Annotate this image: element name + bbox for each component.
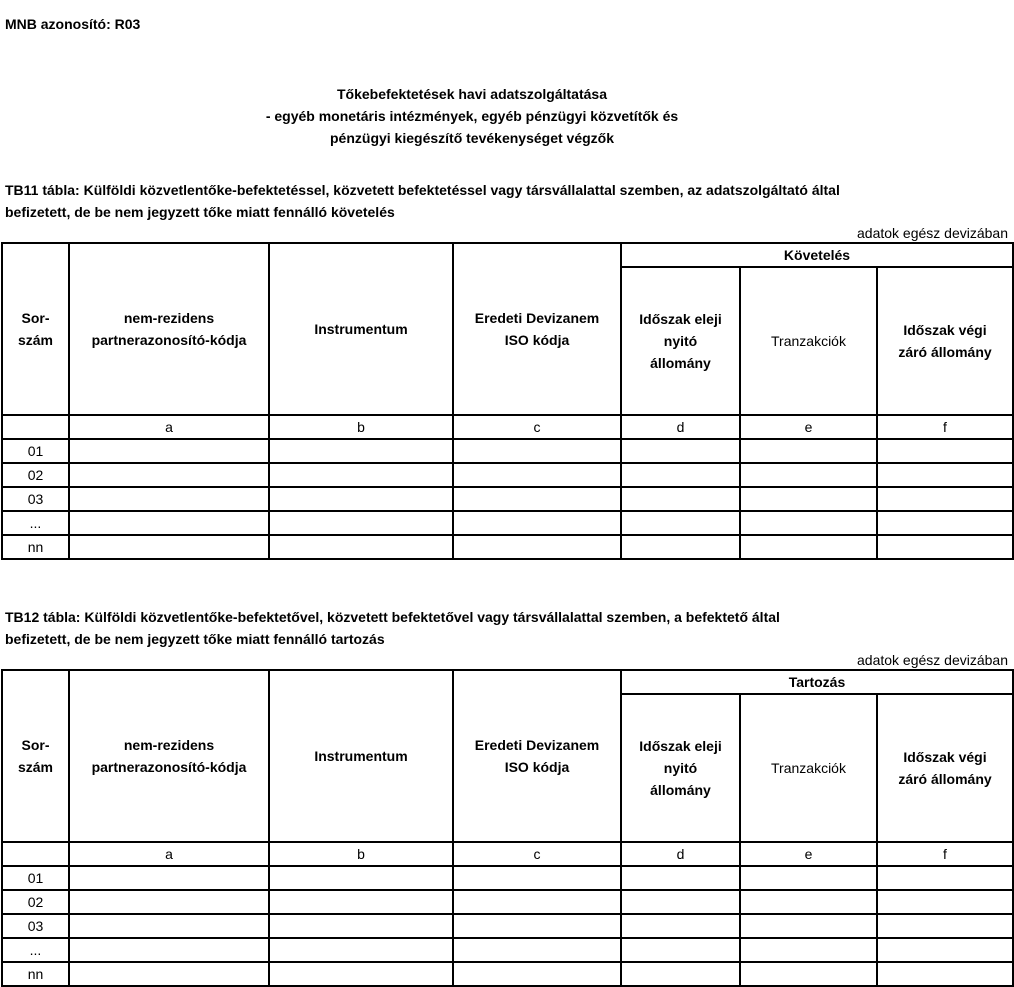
row-number-cell: 03	[2, 914, 69, 938]
caption-line-1: TB12 tábla: Külföldi közvetlentőke-befektetővel, közvetett befektetővel vagy társvállalattal szemben, a befektető által	[5, 609, 780, 625]
data-cell[interactable]	[269, 487, 453, 511]
letter-cell: c	[453, 842, 621, 866]
header-partner-id: nem-rezidens partnerazonosító-kódja	[69, 670, 269, 842]
header-partner-id: nem-rezidens partnerazonosító-kódja	[69, 243, 269, 415]
data-cell[interactable]	[453, 866, 621, 890]
header-opening-stock: Időszak eleji nyitó állomány	[621, 267, 740, 415]
table-row	[2, 962, 1013, 986]
data-cell[interactable]	[269, 463, 453, 487]
row-number-cell: ...	[2, 938, 69, 962]
table-row	[2, 463, 1013, 487]
column-letter-row	[2, 842, 1013, 866]
header-instrument: Instrumentum	[269, 670, 453, 842]
data-cell[interactable]	[269, 938, 453, 962]
table-row	[2, 890, 1013, 914]
data-cell[interactable]	[877, 487, 1013, 511]
letter-cell: b	[269, 415, 453, 439]
data-cell[interactable]	[740, 439, 877, 463]
data-cell[interactable]	[69, 511, 269, 535]
page-title	[0, 83, 944, 149]
data-cell[interactable]	[877, 511, 1013, 535]
mnb-identifier: MNB azonosító: R03	[5, 16, 141, 32]
data-cell[interactable]	[877, 866, 1013, 890]
data-cell[interactable]	[69, 938, 269, 962]
table-caption-tb11	[5, 179, 1010, 223]
data-cell[interactable]	[740, 938, 877, 962]
unit-note-tb12: adatok egész devizában	[857, 652, 1008, 668]
data-cell[interactable]	[621, 487, 740, 511]
row-number-cell: ...	[2, 511, 69, 535]
data-cell[interactable]	[453, 535, 621, 559]
row-number-cell: 02	[2, 890, 69, 914]
caption-line-1: TB11 tábla: Külföldi közvetlentőke-befektetéssel, közvetett befektetéssel vagy társvállalattal szemben, az adatszolgáltató által	[5, 182, 840, 198]
data-cell[interactable]	[621, 511, 740, 535]
data-cell[interactable]	[740, 535, 877, 559]
data-cell[interactable]	[69, 866, 269, 890]
letter-cell: b	[269, 842, 453, 866]
data-cell[interactable]	[453, 487, 621, 511]
data-cell[interactable]	[740, 463, 877, 487]
title-line-3: pénzügyi kiegészítő tevékenységet végzők	[330, 130, 614, 146]
data-cell[interactable]	[69, 463, 269, 487]
table-row	[2, 914, 1013, 938]
data-cell[interactable]	[69, 439, 269, 463]
data-cell[interactable]	[269, 962, 453, 986]
data-cell[interactable]	[877, 439, 1013, 463]
data-cell[interactable]	[621, 890, 740, 914]
header-group: Követelés	[621, 243, 1013, 267]
data-cell[interactable]	[269, 866, 453, 890]
data-cell[interactable]	[453, 463, 621, 487]
letter-cell-empty	[2, 415, 69, 439]
data-cell[interactable]	[621, 463, 740, 487]
report-table-tb12	[1, 669, 1014, 987]
header-currency-iso: Eredeti Devizanem ISO kódja	[453, 670, 621, 842]
row-number-cell: nn	[2, 962, 69, 986]
row-number-cell: 03	[2, 487, 69, 511]
data-cell[interactable]	[453, 511, 621, 535]
table-row	[2, 487, 1013, 511]
data-cell[interactable]	[740, 511, 877, 535]
table-row	[2, 439, 1013, 463]
data-cell[interactable]	[740, 866, 877, 890]
report-table-tb11	[1, 242, 1014, 560]
column-letter-row	[2, 415, 1013, 439]
header-group: Tartozás	[621, 670, 1013, 694]
data-cell[interactable]	[269, 439, 453, 463]
header-opening-stock: Időszak eleji nyitó állomány	[621, 694, 740, 842]
header-transactions: Tranzakciók	[740, 694, 877, 842]
data-cell[interactable]	[621, 914, 740, 938]
table-row	[2, 535, 1013, 559]
data-cell[interactable]	[269, 535, 453, 559]
data-cell[interactable]	[621, 439, 740, 463]
letter-cell: a	[69, 415, 269, 439]
header-closing-stock: Időszak végi záró állomány	[877, 694, 1013, 842]
title-line-2: - egyéb monetáris intézmények, egyéb pénzügyi közvetítők és	[265, 108, 679, 124]
row-number-cell: 01	[2, 439, 69, 463]
row-number-cell: 01	[2, 866, 69, 890]
data-cell[interactable]	[453, 962, 621, 986]
header-sorszam: Sor- szám	[2, 670, 69, 842]
letter-cell: f	[877, 842, 1013, 866]
table-caption-tb12	[5, 606, 1010, 650]
data-cell[interactable]	[69, 890, 269, 914]
letter-cell: d	[621, 842, 740, 866]
row-number-cell: nn	[2, 535, 69, 559]
data-cell[interactable]	[740, 890, 877, 914]
table-row	[2, 938, 1013, 962]
data-cell[interactable]	[269, 511, 453, 535]
data-cell[interactable]	[621, 866, 740, 890]
header-transactions: Tranzakciók	[740, 267, 877, 415]
title-line-1: Tőkebefektetések havi adatszolgáltatása	[336, 86, 607, 102]
header-closing-stock: Időszak végi záró állomány	[877, 267, 1013, 415]
letter-cell: d	[621, 415, 740, 439]
data-cell[interactable]	[269, 914, 453, 938]
data-cell[interactable]	[877, 962, 1013, 986]
data-cell[interactable]	[69, 914, 269, 938]
table-row	[2, 866, 1013, 890]
data-cell[interactable]	[621, 938, 740, 962]
data-cell[interactable]	[740, 914, 877, 938]
letter-cell: c	[453, 415, 621, 439]
data-cell[interactable]	[877, 890, 1013, 914]
table-row	[2, 511, 1013, 535]
data-cell[interactable]	[877, 535, 1013, 559]
data-cell[interactable]	[877, 938, 1013, 962]
data-cell[interactable]	[740, 487, 877, 511]
data-cell[interactable]	[453, 914, 621, 938]
data-cell[interactable]	[269, 890, 453, 914]
data-cell[interactable]	[69, 487, 269, 511]
data-cell[interactable]	[621, 962, 740, 986]
data-cell[interactable]	[453, 890, 621, 914]
caption-line-2: befizetett, de be nem jegyzett tőke miatt fennálló tartozás	[5, 631, 385, 647]
letter-cell: f	[877, 415, 1013, 439]
letter-cell: e	[740, 415, 877, 439]
data-cell[interactable]	[740, 962, 877, 986]
letter-cell: a	[69, 842, 269, 866]
letter-cell: e	[740, 842, 877, 866]
data-cell[interactable]	[621, 535, 740, 559]
data-cell[interactable]	[453, 938, 621, 962]
data-cell[interactable]	[877, 463, 1013, 487]
letter-cell-empty	[2, 842, 69, 866]
unit-note-tb11: adatok egész devizában	[857, 225, 1008, 241]
header-currency-iso: Eredeti Devizanem ISO kódja	[453, 243, 621, 415]
row-number-cell: 02	[2, 463, 69, 487]
data-cell[interactable]	[69, 962, 269, 986]
data-cell[interactable]	[453, 439, 621, 463]
header-sorszam: Sor- szám	[2, 243, 69, 415]
data-cell[interactable]	[877, 914, 1013, 938]
header-instrument: Instrumentum	[269, 243, 453, 415]
data-cell[interactable]	[69, 535, 269, 559]
caption-line-2: befizetett, de be nem jegyzett tőke miatt fennálló követelés	[5, 204, 395, 220]
